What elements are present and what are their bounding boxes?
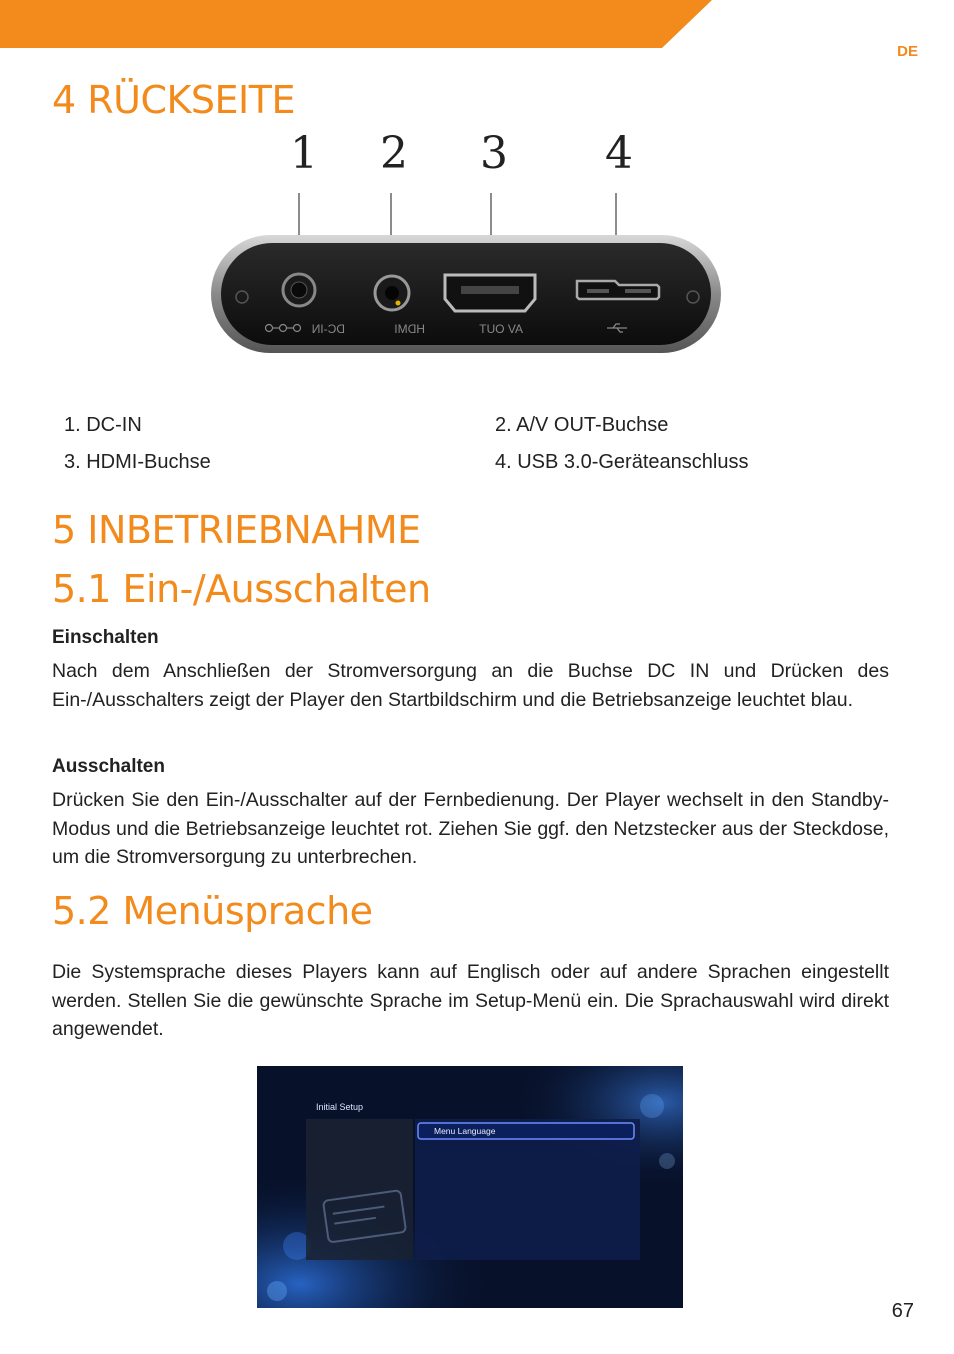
subheading-einschalten: Einschalten [52, 627, 159, 648]
callout-number-4: 4 [605, 128, 633, 179]
paragraph-ausschalten: Drücken Sie den Ein-/Ausschalter auf der Fernbedienung. Der Player wechselt in den Standby-Modus und die Betriebsanzeige leuchtet rot. Ziehen Sie ggf. den Netzstecker aus der Steckdose, um die Stromversorgung zu unterbrechen. [52, 789, 889, 868]
port-label-dcin: DC-IN [311, 322, 345, 336]
screen-menu-item: Menu Language [434, 1126, 496, 1136]
header-banner [0, 0, 954, 50]
callout-number-2: 2 [380, 128, 408, 179]
callout-number-3: 3 [480, 128, 508, 179]
callout-number-1: 1 [290, 128, 318, 179]
legend-item-2: 2. A/V OUT-Buchse [495, 414, 669, 436]
legend-item-1: 1. DC-IN [64, 414, 142, 436]
subheading-ausschalten: Ausschalten [52, 756, 165, 777]
port-label-avout: AV OUT [479, 322, 523, 336]
language-tag: DE [897, 43, 918, 60]
setup-screen-image [257, 1066, 683, 1308]
legend-item-3: 3. HDMI-Buchse [64, 451, 211, 473]
port-label-hdmi: HDMI [394, 322, 425, 336]
page-number: 67 [891, 1300, 914, 1322]
paragraph-menuesprache: Die Systemsprache dieses Players kann auf Englisch oder auf andere Sprachen eingestellt werden. Stellen Sie die gewünschte Sprache im Setup-Menü ein. Die Sprachauswahl wird direkt angewendet. [52, 961, 889, 1040]
section-5-2-title: 5.2 Menüsprache [52, 889, 373, 933]
device-rear-illustration [205, 185, 725, 370]
paragraph-einschalten: Nach dem Anschließen der Stromversorgung an die Buchse DC IN und Drücken des Ein-/Ausschalters zeigt der Player den Startbildschirm und die Betriebsanzeige leuchtet blau. [52, 660, 889, 711]
section-5-title: 5 INBETRIEBNAHME [52, 508, 421, 552]
screen-title: Initial Setup [316, 1102, 364, 1112]
legend-item-4: 4. USB 3.0-Geräteanschluss [495, 451, 749, 473]
section-4-title: 4 RÜCKSEITE [52, 78, 295, 122]
section-5-1-title: 5.1 Ein-/Ausschalten [52, 567, 431, 611]
